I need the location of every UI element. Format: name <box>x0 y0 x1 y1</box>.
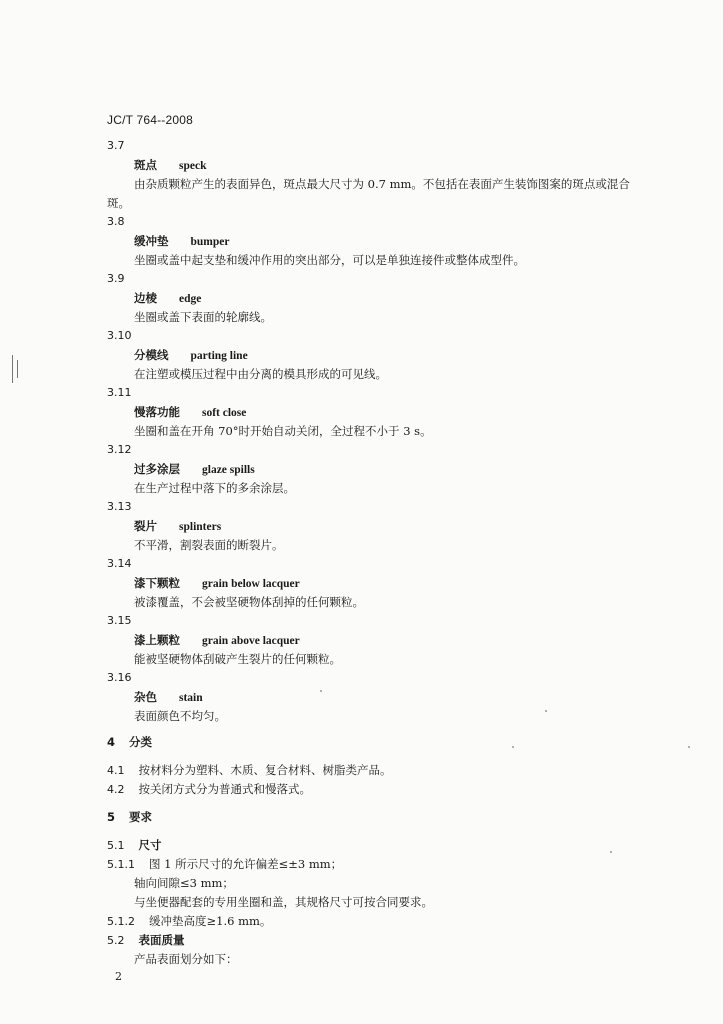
term-name <box>134 291 201 306</box>
term-english: edge <box>179 293 202 305</box>
term-chinese: 分模线 <box>134 348 169 362</box>
section-number: 5 <box>107 810 116 824</box>
term-english: speck <box>179 160 207 172</box>
term-chinese: 边棱 <box>134 291 157 305</box>
page-number: 2 <box>115 970 122 983</box>
term-name <box>134 690 203 705</box>
term-chinese: 过多涂层 <box>134 462 180 476</box>
term-name <box>134 348 248 363</box>
term-definition-continued: 斑。 <box>107 196 130 210</box>
scan-margin-mark <box>17 360 18 378</box>
scan-speck <box>610 851 612 853</box>
scan-speck <box>512 746 514 748</box>
clause-5-2-line-1: 产品表面划分如下： <box>134 952 238 966</box>
term-number: 3.13 <box>107 500 132 513</box>
term-english: soft close <box>202 407 247 419</box>
term-name <box>134 462 255 477</box>
term-number: 3.10 <box>107 329 132 342</box>
clause-5-1-2 <box>107 914 271 929</box>
term-definition: 被漆覆盖，不会被坚硬物体刮掉的任何颗粒。 <box>134 595 364 609</box>
term-english: parting line <box>190 350 248 362</box>
term-name <box>134 633 300 648</box>
term-english: bumper <box>190 236 230 248</box>
term-english: grain above lacquer <box>202 635 300 647</box>
standard-header: JC/T 764--2008 <box>107 113 193 127</box>
term-number: 3.15 <box>107 614 132 627</box>
section-number: 4 <box>107 735 116 749</box>
clause-5-1-1-line-3: 与坐便器配套的专用坐圈和盖，其规格尺寸可按合同要求。 <box>134 895 433 909</box>
scan-speck <box>688 746 690 748</box>
clause-number: 5.1.1 <box>107 858 135 871</box>
clause-text: 按关闭方式分为普通式和慢落式。 <box>138 782 311 796</box>
section-5-heading <box>107 810 152 824</box>
term-number: 3.14 <box>107 557 132 570</box>
term-chinese: 缓冲垫 <box>134 234 169 248</box>
clause-5-1-1 <box>107 857 342 872</box>
scan-speck <box>545 710 547 712</box>
clause-title: 尺寸 <box>138 838 162 852</box>
clause-number: 5.1 <box>107 839 125 852</box>
term-number: 3.8 <box>107 215 125 228</box>
term-number: 3.11 <box>107 386 132 399</box>
term-definition: 不平滑，割裂表面的断裂片。 <box>134 538 284 552</box>
term-chinese: 慢落功能 <box>134 405 180 419</box>
term-definition: 在生产过程中落下的多余涂层。 <box>134 481 295 495</box>
term-name <box>134 158 206 173</box>
clause-4-2 <box>107 782 311 797</box>
clause-text: 缓冲垫高度≥1.6 mm。 <box>149 914 272 928</box>
term-chinese: 漆下颗粒 <box>134 576 180 590</box>
term-english: glaze spills <box>202 464 255 476</box>
term-name <box>134 234 229 249</box>
section-title: 要求 <box>129 810 153 824</box>
term-english: stain <box>179 692 203 704</box>
clause-number: 5.1.2 <box>107 915 135 928</box>
term-definition: 表面颜色不均匀。 <box>134 709 226 723</box>
term-definition: 由杂质颗粒产生的表面异色，斑点最大尺寸为 0.7 mm。不包括在表面产生装饰图案的斑点或混合 <box>134 177 630 191</box>
section-title: 分类 <box>129 735 153 749</box>
term-number: 3.7 <box>107 139 125 152</box>
clause-5-1-1-line-2: 轴向间隙≤3 mm； <box>134 876 234 890</box>
term-english: splinters <box>179 521 222 533</box>
clause-5-2 <box>107 933 185 948</box>
term-definition: 在注塑或模压过程中由分离的模具形成的可见线。 <box>134 367 387 381</box>
term-number: 3.16 <box>107 671 132 684</box>
term-chinese: 漆上颗粒 <box>134 633 180 647</box>
term-name <box>134 576 300 591</box>
term-chinese: 斑点 <box>134 158 157 172</box>
term-definition: 坐圈和盖在开角 70°时开始自动关闭，全过程不小于 3 s。 <box>134 424 432 438</box>
term-definition: 能被坚硬物体刮破产生裂片的任何颗粒。 <box>134 652 341 666</box>
clause-number: 4.2 <box>107 783 125 796</box>
term-name <box>134 519 221 534</box>
scan-margin-mark <box>12 355 13 383</box>
clause-text: 图 1 所示尺寸的允许偏差≤±3 mm； <box>149 857 343 871</box>
clause-text: 按材料分为塑料、木质、复合材料、树脂类产品。 <box>138 763 392 777</box>
clause-number: 4.1 <box>107 764 125 777</box>
term-definition: 坐圈或盖下表面的轮廓线。 <box>134 310 272 324</box>
section-4-heading <box>107 735 152 749</box>
clause-5-1 <box>107 838 162 853</box>
term-chinese: 裂片 <box>134 519 157 533</box>
term-chinese: 杂色 <box>134 690 157 704</box>
term-number: 3.9 <box>107 272 125 285</box>
clause-number: 5.2 <box>107 934 125 947</box>
term-english: grain below lacquer <box>202 578 300 590</box>
term-name <box>134 405 246 420</box>
scan-speck <box>320 690 322 692</box>
term-number: 3.12 <box>107 443 132 456</box>
clause-4-1 <box>107 763 392 778</box>
clause-title: 表面质量 <box>138 933 185 947</box>
term-definition: 坐圈或盖中起支垫和缓冲作用的突出部分，可以是单独连接件或整体成型件。 <box>134 253 525 267</box>
